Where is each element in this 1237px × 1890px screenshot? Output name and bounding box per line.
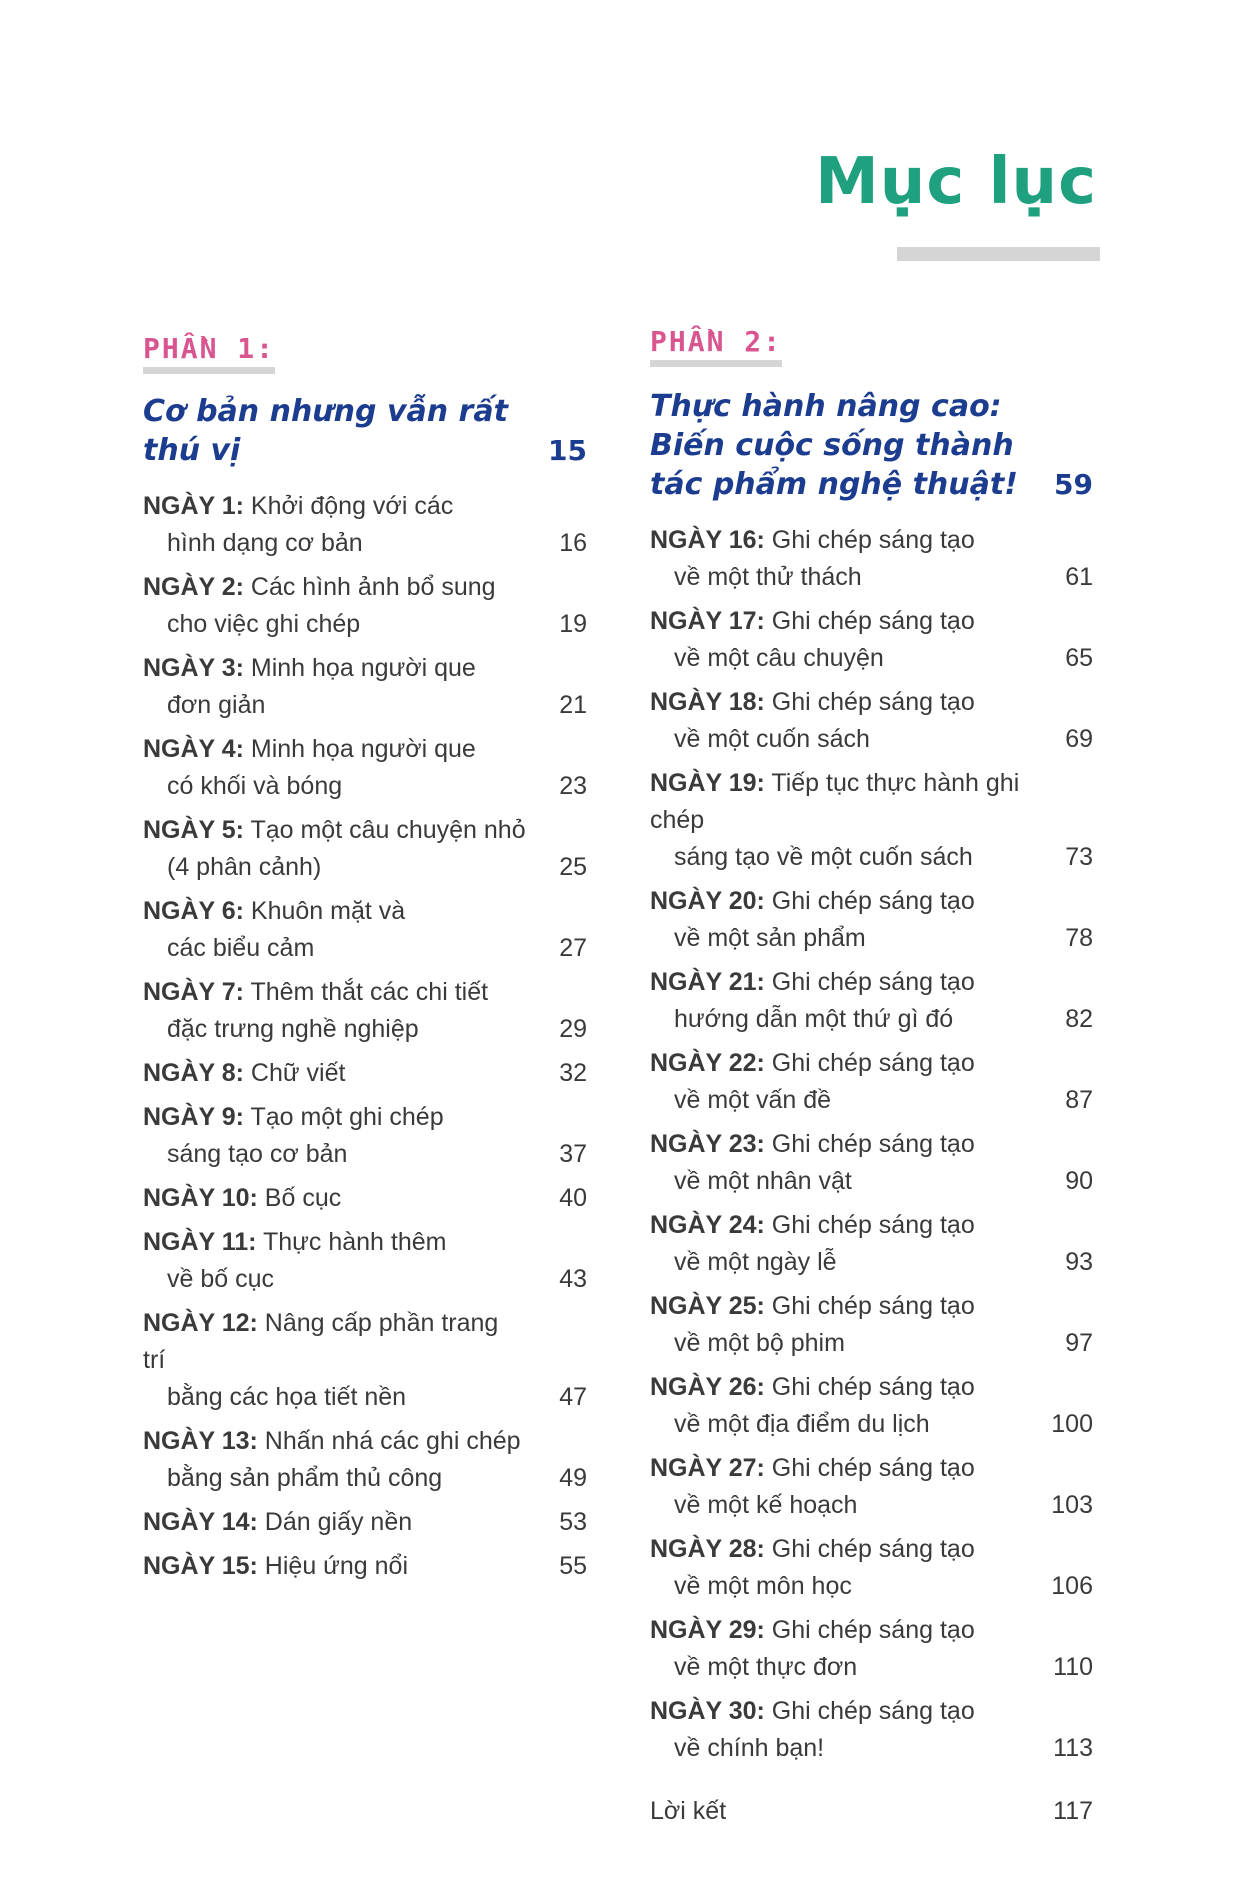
toc-entry[interactable] bbox=[650, 522, 1093, 596]
toc-entry-title: Ghi chép sáng tạo bbox=[764, 1373, 975, 1401]
toc-entry-title-cont: đặc trưng nghề nghiệp bbox=[167, 1015, 419, 1043]
toc-entry-page: 21 bbox=[559, 691, 587, 719]
toc-entry-title: Thực hành thêm bbox=[256, 1228, 447, 1256]
part1-label: PHẦN 1: bbox=[143, 335, 275, 374]
toc-entry[interactable] bbox=[650, 603, 1093, 677]
toc-entry-title: Ghi chép sáng tạo bbox=[764, 1049, 975, 1077]
toc-entry[interactable] bbox=[650, 1531, 1093, 1605]
toc-entry-title-cont: về một vấn đề bbox=[674, 1086, 832, 1114]
toc-entry-title-cont: sáng tạo cơ bản bbox=[167, 1140, 348, 1168]
toc-entry-page: 110 bbox=[1053, 1653, 1093, 1681]
toc-entry-text bbox=[650, 1045, 1033, 1119]
part2-entry-list bbox=[650, 522, 1093, 1767]
toc-entry-page: 43 bbox=[559, 1265, 587, 1293]
toc-entry-title: Ghi chép sáng tạo bbox=[764, 1535, 975, 1563]
toc-entry-page: 47 bbox=[559, 1383, 587, 1411]
toc-entry-title-cont: về một thử thách bbox=[674, 563, 862, 591]
toc-entry-title: Ghi chép sáng tạo bbox=[764, 526, 975, 554]
toc-entry-day: NGÀY 8: bbox=[143, 1059, 244, 1087]
toc-entry-day: NGÀY 27: bbox=[650, 1454, 765, 1482]
toc-entry-text bbox=[650, 603, 1033, 677]
toc-entry-day: NGÀY 18: bbox=[650, 688, 765, 716]
toc-entry-text bbox=[143, 1055, 527, 1092]
toc-entry-title-cont: đơn giản bbox=[167, 691, 266, 719]
toc-entry-day: NGÀY 28: bbox=[650, 1535, 765, 1563]
toc-entry-title: Ghi chép sáng tạo bbox=[764, 1616, 975, 1644]
toc-entry-day: NGÀY 16: bbox=[650, 526, 765, 554]
toc-entry-text bbox=[143, 731, 527, 805]
toc-entry-title-cont: về một kế hoạch bbox=[674, 1491, 858, 1519]
toc-entry-day: NGÀY 13: bbox=[143, 1427, 258, 1455]
toc-entry[interactable] bbox=[143, 650, 587, 724]
toc-entry-title: Ghi chép sáng tạo bbox=[764, 688, 975, 716]
toc-entry-text bbox=[143, 488, 527, 562]
toc-entry-text bbox=[143, 569, 527, 643]
toc-entry-text bbox=[143, 1548, 527, 1585]
toc-entry-title-cont: về một thực đơn bbox=[674, 1653, 858, 1681]
toc-entry-day: NGÀY 2: bbox=[143, 573, 244, 601]
toc-entry-day: NGÀY 10: bbox=[143, 1184, 258, 1212]
toc-entry-page: 113 bbox=[1053, 1734, 1093, 1762]
toc-entry-day: NGÀY 30: bbox=[650, 1697, 765, 1725]
toc-entry-title: Khởi động với các bbox=[243, 492, 454, 520]
part2-label: PHẦN 2: bbox=[650, 328, 782, 367]
toc-entry-title-cont: về một câu chuyện bbox=[674, 644, 884, 672]
part1-title: Cơ bản nhưng vẫn rất thú vị bbox=[143, 394, 508, 468]
part1-heading[interactable] bbox=[143, 392, 587, 470]
toc-entry-day: NGÀY 15: bbox=[143, 1552, 258, 1580]
toc-entry-day: NGÀY 12: bbox=[143, 1309, 258, 1337]
toc-entry-title-cont: về một bộ phim bbox=[674, 1329, 845, 1357]
toc-entry-title-cont: các biểu cảm bbox=[167, 934, 315, 962]
toc-entry-day: NGÀY 4: bbox=[143, 735, 244, 763]
toc-entry-page: 90 bbox=[1065, 1167, 1093, 1195]
toc-entry-page: 55 bbox=[559, 1552, 587, 1580]
toc-entry-title: Ghi chép sáng tạo bbox=[764, 887, 975, 915]
toc-entry-text bbox=[143, 1180, 527, 1217]
part2-page: 59 bbox=[1054, 468, 1093, 501]
toc-entry[interactable] bbox=[650, 1693, 1093, 1767]
toc-entry-text bbox=[143, 1423, 527, 1497]
toc-entry-title: Nhấn nhá các ghi chép bbox=[257, 1427, 521, 1455]
toc-entry[interactable] bbox=[143, 569, 587, 643]
toc-entry[interactable] bbox=[650, 883, 1093, 957]
toc-entry-title-cont: về chính bạn! bbox=[674, 1734, 825, 1762]
toc-entry-text bbox=[650, 1207, 1033, 1281]
toc-entry-title: Ghi chép sáng tạo bbox=[764, 1130, 975, 1158]
toc-entry[interactable] bbox=[143, 1423, 587, 1497]
toc-entry-title-cont: bằng sản phẩm thủ công bbox=[167, 1464, 443, 1492]
toc-entry-title: Thêm thắt các chi tiết bbox=[243, 978, 489, 1006]
toc-entry[interactable] bbox=[143, 731, 587, 805]
toc-entry-text bbox=[650, 522, 1033, 596]
toc-entry-text bbox=[650, 1531, 1033, 1605]
toc-entry-page: 16 bbox=[559, 529, 587, 557]
toc-entry-text bbox=[650, 1288, 1033, 1362]
toc-entry[interactable] bbox=[143, 1055, 587, 1092]
toc-entry-day: NGÀY 11: bbox=[143, 1228, 257, 1256]
toc-entry-title-cont: về một ngày lễ bbox=[674, 1248, 837, 1276]
toc-entry-title: Nâng cấp phần trang trí bbox=[143, 1309, 499, 1374]
toc-entry-page: 53 bbox=[559, 1508, 587, 1536]
toc-entry-day: NGÀY 25: bbox=[650, 1292, 765, 1320]
toc-entry-text bbox=[650, 1369, 1033, 1443]
toc-entry-text bbox=[143, 1224, 527, 1298]
toc-entry-title: Bố cục bbox=[257, 1184, 342, 1212]
toc-entry[interactable] bbox=[143, 1305, 587, 1416]
part2-heading[interactable] bbox=[650, 387, 1093, 504]
page-title: Mục lục bbox=[815, 145, 1097, 219]
toc-entry-page: 78 bbox=[1065, 924, 1093, 952]
toc-entry-day: NGÀY 26: bbox=[650, 1373, 765, 1401]
title-underline bbox=[897, 247, 1100, 261]
toc-entry-page: 32 bbox=[559, 1059, 587, 1087]
toc-entry-text bbox=[650, 964, 1033, 1038]
toc-entry-title: Tạo một ghi chép bbox=[243, 1103, 444, 1131]
toc-entry-title: Ghi chép sáng tạo bbox=[764, 1454, 975, 1482]
toc-entry-text bbox=[650, 1126, 1033, 1200]
toc-entry-page: 106 bbox=[1051, 1572, 1093, 1600]
toc-entry-title: Dán giấy nền bbox=[257, 1508, 413, 1536]
toc-entry-page: 97 bbox=[1065, 1329, 1093, 1357]
toc-entry-page: 29 bbox=[559, 1015, 587, 1043]
toc-entry-day: NGÀY 19: bbox=[650, 769, 765, 797]
toc-entry[interactable] bbox=[143, 1099, 587, 1173]
toc-entry-title-cont: về bố cục bbox=[167, 1265, 275, 1293]
toc-entry-day: NGÀY 9: bbox=[143, 1103, 244, 1131]
toc-entry-title: Hiệu ứng nổi bbox=[257, 1552, 409, 1580]
toc-entry[interactable] bbox=[143, 1180, 587, 1217]
toc-entry-day: NGÀY 6: bbox=[143, 897, 244, 925]
toc-entry-text bbox=[143, 1305, 527, 1416]
toc-entry-page: 25 bbox=[559, 853, 587, 881]
toc-entry[interactable] bbox=[650, 1045, 1093, 1119]
toc-entry-day: NGÀY 21: bbox=[650, 968, 765, 996]
toc-entry[interactable] bbox=[650, 1450, 1093, 1524]
toc-entry-text bbox=[143, 812, 527, 886]
toc-entry-title-cont: (4 phân cảnh) bbox=[167, 853, 322, 881]
toc-entry-page: 65 bbox=[1065, 644, 1093, 672]
toc-entry-day: NGÀY 14: bbox=[143, 1508, 258, 1536]
toc-entry-page: 103 bbox=[1051, 1491, 1093, 1519]
toc-entry-title: Ghi chép sáng tạo bbox=[764, 1697, 975, 1725]
toc-entry-day: NGÀY 22: bbox=[650, 1049, 765, 1077]
toc-entry-day: NGÀY 17: bbox=[650, 607, 765, 635]
toc-entry[interactable] bbox=[650, 684, 1093, 758]
toc-entry[interactable] bbox=[650, 1288, 1093, 1362]
epilogue-page: 117 bbox=[1053, 1797, 1093, 1825]
toc-entry[interactable] bbox=[143, 1224, 587, 1298]
toc-entry-title-cont: bằng các họa tiết nền bbox=[167, 1383, 407, 1411]
toc-entry-day: NGÀY 5: bbox=[143, 816, 244, 844]
toc-entry-page: 82 bbox=[1065, 1005, 1093, 1033]
toc-entry[interactable] bbox=[650, 765, 1093, 876]
toc-entry-title: Ghi chép sáng tạo bbox=[764, 607, 975, 635]
toc-entry[interactable] bbox=[650, 1369, 1093, 1443]
part2-column bbox=[650, 325, 1093, 1837]
part2-title: Thực hành nâng cao: Biến cuộc sống thành tác phẩm nghệ thuật! bbox=[650, 389, 1018, 502]
toc-entry-page: 37 bbox=[559, 1140, 587, 1168]
toc-entry-title: Minh họa người que bbox=[243, 735, 476, 763]
toc-entry-title-cont: cho việc ghi chép bbox=[167, 610, 361, 638]
toc-entry-text bbox=[143, 1099, 527, 1173]
toc-entry-text bbox=[650, 1612, 1033, 1686]
toc-entry[interactable] bbox=[143, 974, 587, 1048]
toc-entry-day: NGÀY 23: bbox=[650, 1130, 765, 1158]
toc-entry-title: Ghi chép sáng tạo bbox=[764, 1292, 975, 1320]
toc-entry[interactable] bbox=[650, 1126, 1093, 1200]
toc-entry[interactable] bbox=[650, 1207, 1093, 1281]
toc-entry-title-cont: có khối và bóng bbox=[167, 772, 343, 800]
toc-entry-title-cont: hình dạng cơ bản bbox=[167, 529, 363, 557]
toc-entry-page: 100 bbox=[1051, 1410, 1093, 1438]
toc-entry-title: Ghi chép sáng tạo bbox=[764, 968, 975, 996]
toc-entry-title: Chữ viết bbox=[243, 1059, 346, 1087]
toc-entry-text bbox=[143, 974, 527, 1048]
toc-entry-text bbox=[650, 1450, 1033, 1524]
toc-entry-page: 73 bbox=[1065, 843, 1093, 871]
toc-entry-title: Minh họa người que bbox=[243, 654, 476, 682]
part1-entry-list bbox=[143, 488, 587, 1585]
toc-entry-title-cont: về một nhân vật bbox=[674, 1167, 852, 1195]
toc-entry-page: 49 bbox=[559, 1464, 587, 1492]
part1-column bbox=[143, 332, 587, 1592]
toc-entry-page: 93 bbox=[1065, 1248, 1093, 1276]
toc-entry-title-cont: sáng tạo về một cuốn sách bbox=[674, 843, 973, 871]
toc-entry-day: NGÀY 3: bbox=[143, 654, 244, 682]
toc-entry-title: Tạo một câu chuyện nhỏ bbox=[243, 816, 526, 844]
toc-entry[interactable] bbox=[650, 1612, 1093, 1686]
toc-entry-title-cont: về một cuốn sách bbox=[674, 725, 870, 753]
toc-entry-page: 19 bbox=[559, 610, 587, 638]
toc-entry-title: Ghi chép sáng tạo bbox=[764, 1211, 975, 1239]
toc-entry-title-cont: về một môn học bbox=[674, 1572, 852, 1600]
part1-page: 15 bbox=[548, 434, 587, 467]
toc-entry-day: NGÀY 20: bbox=[650, 887, 765, 915]
toc-entry[interactable] bbox=[650, 964, 1093, 1038]
toc-entry-text bbox=[650, 684, 1033, 758]
toc-entry-day: NGÀY 1: bbox=[143, 492, 244, 520]
toc-entry-page: 23 bbox=[559, 772, 587, 800]
toc-entry-text bbox=[143, 1504, 527, 1541]
toc-entry-text bbox=[143, 650, 527, 724]
toc-entry-page: 87 bbox=[1065, 1086, 1093, 1114]
toc-entry[interactable] bbox=[143, 893, 587, 967]
toc-entry-text bbox=[650, 883, 1033, 957]
toc-entry-text bbox=[650, 765, 1033, 876]
toc-entry-title-cont: về một địa điểm du lịch bbox=[674, 1410, 930, 1438]
toc-entry-day: NGÀY 7: bbox=[143, 978, 244, 1006]
toc-entry-title: Tiếp tục thực hành ghi chép bbox=[650, 769, 1020, 834]
toc-entry-title-cont: về một sản phẩm bbox=[674, 924, 866, 952]
toc-entry-page: 40 bbox=[559, 1184, 587, 1212]
toc-entry-day: NGÀY 24: bbox=[650, 1211, 765, 1239]
toc-entry-page: 27 bbox=[559, 934, 587, 962]
toc-entry-title-cont: hướng dẫn một thứ gì đó bbox=[674, 1005, 954, 1033]
toc-entry-page: 61 bbox=[1065, 563, 1093, 591]
toc-entry-title: Khuôn mặt và bbox=[243, 897, 406, 925]
toc-entry[interactable] bbox=[143, 812, 587, 886]
toc-entry-text bbox=[143, 893, 527, 967]
toc-entry-text bbox=[650, 1693, 1033, 1767]
toc-entry-day: NGÀY 29: bbox=[650, 1616, 765, 1644]
toc-entry[interactable] bbox=[143, 488, 587, 562]
epilogue-label: Lời kết bbox=[650, 1797, 727, 1825]
toc-entry-title: Các hình ảnh bổ sung bbox=[243, 573, 496, 601]
toc-entry[interactable] bbox=[143, 1504, 587, 1541]
epilogue-entry[interactable] bbox=[650, 1793, 1093, 1830]
toc-entry-page: 69 bbox=[1065, 725, 1093, 753]
toc-entry[interactable] bbox=[143, 1548, 587, 1585]
